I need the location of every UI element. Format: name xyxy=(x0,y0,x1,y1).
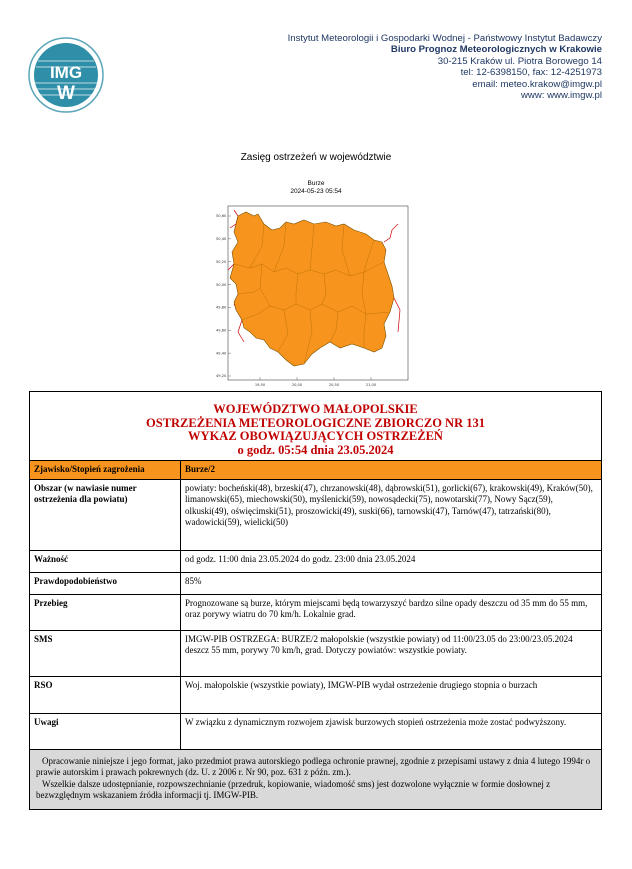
map-y-tick-label: 49,80 xyxy=(216,305,227,310)
probability-label: Prawdopodobieństwo xyxy=(30,572,181,594)
office-name: Biuro Prognoz Meteorologicznych w Krakowie xyxy=(390,44,602,56)
map-x-tick-label: 21,00 xyxy=(365,383,377,387)
institution-header xyxy=(202,33,602,101)
probability-value: 85% xyxy=(181,572,602,594)
course-value: Prognozowane są burze, którym miejscami będą towarzyszyć bardzo silne opady deszczu od 35 mm do 55 mm, oraz porywy wiatru do 70 km/h. Lokalnie grad. xyxy=(181,594,602,630)
map-x-tick-label: 20,00 xyxy=(291,383,303,387)
area-label: Obszar (w nawiasie numer ostrzeżenia dla powiatu) xyxy=(30,479,181,550)
map-y-tick-label: 50,20 xyxy=(216,259,227,264)
website: www: www.imgw.pl xyxy=(520,90,602,102)
logo-text-top: IMG xyxy=(49,63,83,82)
rso-label: RSO xyxy=(30,676,181,713)
rso-value: Woj. małopolskie (wszystkie powiaty), IMGW-PIB wydał ostrzeżenie drugiego stopnia o burzach xyxy=(181,676,602,713)
warning-title-region: WOJEWÓDZTWO MAŁOPOLSKIE xyxy=(213,402,418,416)
remarks-value: W związku z dynamicznym rozwojem zjawisk burzowych stopień ostrzeżenia może zostać podwyższony. xyxy=(181,713,602,749)
map-datetime: 2024-05-23 05:54 xyxy=(290,188,342,195)
warning-table xyxy=(29,391,602,810)
map-phenomenon: Burze xyxy=(307,180,325,187)
course-label: Przebieg xyxy=(30,594,181,630)
area-value: powiaty: bocheński(48), brzeski(47), chrzanowski(48), dąbrowski(51), gorlicki(67), krakowski(49), Kraków(50), limanowski(65), miechowski(50), myślenicki(59), nowosądecki(75), nowotarski(77), Nowy Sącz(59), olkuski(49), oświęcimski(51), proszowicki(49), suski(66), tarnowski(47), Tarnów(47), tatrzański(80), wadowicki(59), wielicki(50) xyxy=(181,479,602,550)
sms-label: SMS xyxy=(30,630,181,676)
sms-value: IMGW-PIB OSTRZEGA: BURZE/2 małopolskie (wszystkie powiaty) od 11:00/23.05 do 23:00/23.05.2024 deszcz 55 mm, porywy 70 km/h, grad. Dotyczy powiatów: wszystkie powiaty. xyxy=(181,630,602,676)
warning-title xyxy=(30,392,602,461)
phone-fax: tel: 12-6398150, fax: 12-4251973 xyxy=(460,67,602,79)
map-y-tick-label: 49,40 xyxy=(216,351,227,356)
map-caption: Zasięg ostrzeżeń w województwie xyxy=(240,152,392,163)
copyright-footer xyxy=(30,749,602,809)
map-y-tick-label: 50,00 xyxy=(216,282,227,287)
copyright-text: Opracowanie niniejsze i jego format, jako przedmiot prawa autorskiego podlega ochronie prawnej, zgodnie z przepisami ustawy z dnia 4 lutego 1994r o prawie autorskim i prawach pokrewnych (dz. U. z 2006 r. Nr 90, poz. 631 z późn. zm.). xyxy=(36,755,591,777)
warning-title-time: o godz. 05:54 dnia 23.05.2024 xyxy=(237,442,394,457)
map-y-tick-label: 49,20 xyxy=(216,374,227,379)
map-y-tick-label: 50,40 xyxy=(216,237,227,242)
warning-map xyxy=(214,202,412,388)
imgw-logo xyxy=(28,37,104,113)
email: email: meteo.krakow@imgw.pl xyxy=(472,78,602,90)
warning-title-list: WYKAZ OBOWIĄZUJĄCYCH OSTRZEŻEŃ xyxy=(188,429,443,443)
phenomenon-label: Zjawisko/Stopień zagrożenia xyxy=(30,461,181,480)
address: 30-215 Kraków ul. Piotra Borowego 14 xyxy=(437,55,602,67)
map-x-tick-label: 19,50 xyxy=(254,383,266,387)
map-y-tick-label: 49,60 xyxy=(216,328,227,333)
distribution-text: Wszelkie dalsze udostępnianie, rozpowszechnianie (przedruk, kopiowanie, wiadomość sms) jest dozwolone wyłącznie w formie dosłownej z bezwzględnym wskazaniem źródła informacji tj. IMGW-PIB. xyxy=(36,778,551,800)
logo-text-bottom: W xyxy=(57,83,75,104)
institution-name: Instytut Meteorologii i Gospodarki Wodnej - Państwowy Instytut Badawczy xyxy=(287,33,602,44)
phenomenon-value: Burze/2 xyxy=(181,461,602,480)
map-y-tick-label: 50,60 xyxy=(216,214,227,219)
remarks-label: Uwagi xyxy=(30,713,181,749)
warning-title-number: OSTRZEŻENIA METEOROLOGICZNE ZBIORCZO NR 131 xyxy=(146,415,485,430)
validity-label: Ważność xyxy=(30,550,181,572)
map-x-tick-label: 20,50 xyxy=(328,383,340,387)
validity-value: od godz. 11:00 dnia 23.05.2024 do godz. 23:00 dnia 23.05.2024 xyxy=(181,550,602,572)
